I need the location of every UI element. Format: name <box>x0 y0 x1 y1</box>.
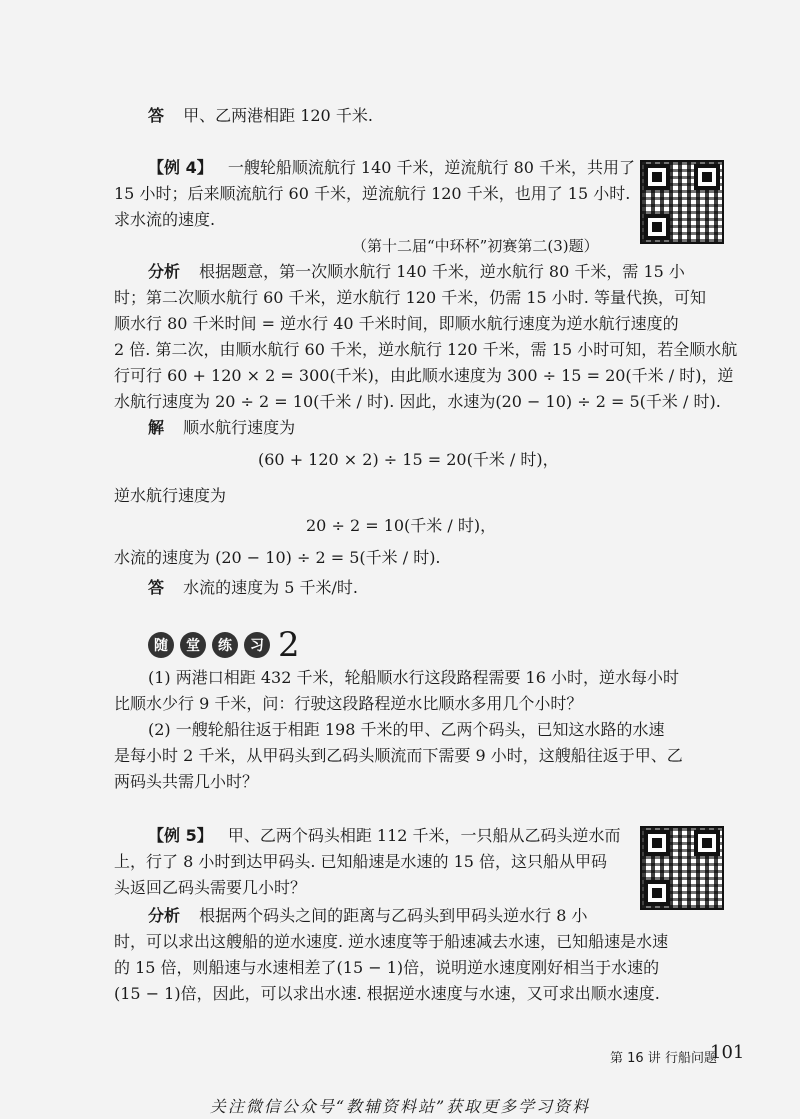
analysis4-line-3: 顺水行 80 千米时间 = 逆水行 40 千米时间，即顺水航行速度为逆水航行速度的 <box>114 314 679 333</box>
solution4-intro: 顺水航行速度为 <box>183 418 296 437</box>
analysis4-line-4: 2 倍. 第二次，由顺水航行 60 千米，逆水航行 120 千米，需 15 小时可知，若全顺水航 <box>114 340 738 359</box>
analysis4-line-6: 水航行速度为 20 ÷ 2 = 10(千米 / 时). 因此，水速为(20 − 10) ÷ 2 = 5(千米 / 时). <box>114 392 721 411</box>
analysis5-label: 分析 <box>148 906 181 925</box>
example5-line-2: 上，行了 8 小时到达甲码头. 已知船速是水速的 15 倍，这只船从甲码 <box>114 852 608 871</box>
analysis5-line-1 <box>148 906 587 926</box>
practice-number: 2 <box>278 625 300 665</box>
answer-text: 甲、乙两港相距 120 千米. <box>183 106 373 125</box>
qr-code-example5 <box>640 826 724 910</box>
solution4-line-1 <box>148 418 295 438</box>
analysis5-line-2: 时，可以求出这艘船的逆水速度. 逆水速度等于船速减去水速，已知船速是水速 <box>114 932 669 951</box>
answer-label: 答 <box>148 106 165 125</box>
example5-label: 【例 5】 <box>148 826 213 845</box>
page-number: 101 <box>710 1042 745 1063</box>
example4-line-2: 15 小时；后来顺流航行 60 千米，逆流航行 120 千米，也用了 15 小时. <box>114 184 631 203</box>
practice-q2-line-3: 两码头共需几小时？ <box>114 772 259 791</box>
analysis4-label: 分析 <box>148 262 181 281</box>
solution4-mid: 逆水航行速度为 <box>114 486 227 505</box>
footer-chapter: 第 16 讲 行船问题 <box>610 1051 717 1066</box>
example4-line-3: 求水流的速度. <box>114 210 216 229</box>
practice-heading <box>148 625 300 665</box>
analysis4-line-2: 时；第二次顺水航行 60 千米，逆水航行 120 千米，仍需 15 小时. 等量代换，可知 <box>114 288 706 307</box>
analysis4-line-1 <box>148 262 685 282</box>
solution4-answer-label: 答 <box>148 578 165 597</box>
solution4-answer-line <box>148 578 358 598</box>
solution4-last: 水流的速度为 (20 − 10) ÷ 2 = 5(千米 / 时). <box>114 548 441 567</box>
solution4-equation-2: 20 ÷ 2 = 10(千米 / 时)， <box>306 516 497 535</box>
practice-q1-line-1: (1) 两港口相距 432 千米，轮船顺水行这段路程需要 16 小时，逆水每小时 <box>148 668 679 687</box>
example5-text-1: 甲、乙两个码头相距 112 千米，一只船从乙码头逆水而 <box>227 826 621 845</box>
example4-source: （第十二届“中环杯”初赛第二(3)题） <box>352 237 599 255</box>
answer-line <box>148 106 373 126</box>
practice-q1-line-2: 比顺水少行 9 千米，问：行驶这段路程逆水比顺水多用几个小时？ <box>114 694 583 713</box>
example5-line-3: 头返回乙码头需要几小时？ <box>114 878 307 897</box>
example5-line-1 <box>148 826 621 846</box>
practice-q2-line-2: 是每小时 2 千米，从甲码头到乙码头顺流而下需要 9 小时，这艘船往返于甲、乙 <box>114 746 683 765</box>
practice-badge-3: 练 <box>212 632 238 658</box>
practice-badge-4: 习 <box>244 632 270 658</box>
analysis5-line-3: 的 15 倍，则船速与水速相差了(15 − 1)倍，说明逆水速度刚好相当于水速的 <box>114 958 660 977</box>
solution4-label: 解 <box>148 418 165 437</box>
example4-text-1: 一艘轮船顺流航行 140 千米，逆流航行 80 千米，共用了 <box>227 158 636 177</box>
qr-code-example4 <box>640 160 724 244</box>
analysis5-line-4: (15 − 1)倍，因此，可以求出水速. 根据逆水速度与水速，又可求出顺水速度. <box>114 984 660 1003</box>
analysis5-text-1: 根据两个码头之间的距离与乙码头到甲码头逆水行 8 小 <box>199 906 588 925</box>
solution4-answer: 水流的速度为 5 千米/时. <box>183 578 358 597</box>
analysis4-line-5: 行可行 60 + 120 × 2 = 300(千米)，由此顺水速度为 300 ÷ 15 = 20(千米 / 时)，逆 <box>114 366 734 385</box>
bottom-banner: 关注微信公众号“教辅资料站”获取更多学习资料 <box>209 1097 591 1116</box>
practice-q2-line-1: (2) 一艘轮船往返于相距 198 千米的甲、乙两个码头，已知这水路的水速 <box>148 720 665 739</box>
example4-line-1 <box>148 158 635 178</box>
practice-badge-2: 堂 <box>180 632 206 658</box>
solution4-equation-1: (60 + 120 × 2) ÷ 15 = 20(千米 / 时)， <box>258 450 559 469</box>
example4-label: 【例 4】 <box>148 158 213 177</box>
analysis4-text-1: 根据题意，第一次顺水航行 140 千米，逆水航行 80 千米，需 15 小 <box>199 262 685 281</box>
practice-badge-1: 随 <box>148 632 174 658</box>
